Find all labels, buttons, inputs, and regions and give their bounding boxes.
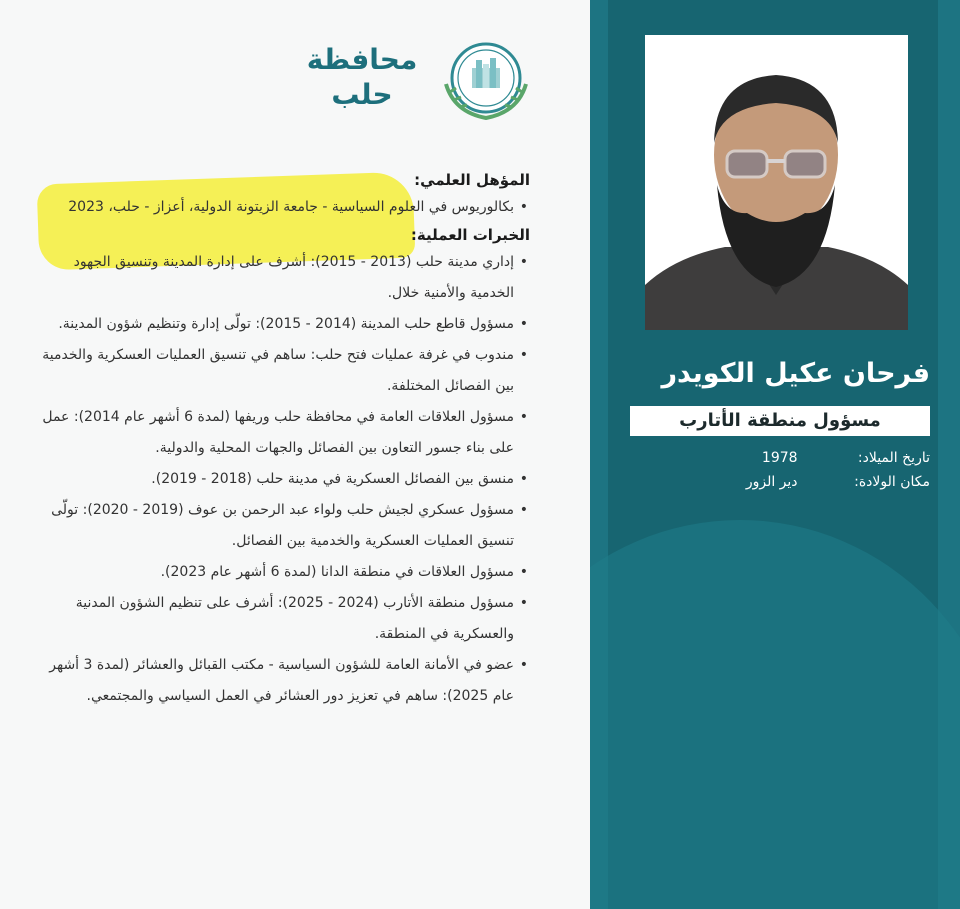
birth-date-value: 1978	[761, 450, 798, 466]
education-list	[36, 192, 530, 223]
experience-item: • إداري مدينة حلب (2013 - 2015): أشرف على إدارة المدينة وتنسيق الجهود الخدمية والأمنية خلال.	[36, 247, 530, 309]
experience-item: • منسق بين الفصائل العسكرية في مدينة حلب (2018 - 2019).	[36, 464, 530, 495]
experience-list	[36, 247, 530, 712]
portrait-photo	[645, 35, 908, 330]
experience-item: • مسؤول منطقة الأتارب (2024 - 2025): أشرف على تنظيم الشؤون المدنية والعسكرية في المنطقة.	[36, 588, 530, 650]
birth-place-value: دير الزور	[745, 474, 798, 490]
experience-item: • مندوب في غرفة عمليات فتح حلب: ساهم في تنسيق العمليات العسكرية والخدمية بين الفصائل المختلفة.	[36, 340, 530, 402]
governorate-name	[300, 42, 424, 112]
experience-item: • عضو في الأمانة العامة للشؤون السياسية - مكتب القبائل والعشائر (لمدة 3 أشهر عام 2025): ساهم في تعزيز دور العشائر في العمل السياسي والمجتمعي.	[36, 650, 530, 712]
education-item: • بكالوريوس في العلوم السياسية - جامعة الزيتونة الدولية، أعزاز - حلب، 2023	[36, 192, 530, 223]
personal-details	[640, 446, 930, 494]
experience-item: • مسؤول قاطع حلب المدينة (2014 - 2015): تولّى إدارة وتنظيم شؤون المدينة.	[36, 309, 530, 340]
experience-item: • مسؤول العلاقات العامة في محافظة حلب وريفها (لمدة 6 أشهر عام 2014): عمل على بناء جسور التعاون بين الفصائل والجهات المحلية والدولية.	[36, 402, 530, 464]
portrait-icon	[645, 35, 908, 330]
header	[300, 38, 540, 128]
birth-date-row	[640, 446, 930, 470]
education-title: المؤهل العلمي:	[414, 171, 530, 189]
person-name: فرحان عكيل الكويدر	[661, 358, 930, 389]
experience-item: • مسؤول عسكري لجيش حلب ولواء عبد الرحمن بن عوف (2019 - 2020): تولّى تنسيق العمليات العسكرية والخدمية بين الفصائل.	[36, 495, 530, 557]
teal-curve	[590, 520, 960, 909]
city-line2: حلب	[331, 78, 393, 111]
birth-date-label: تاريخ الميلاد:	[857, 450, 930, 466]
position-title: مسؤول منطقة الأتارب	[630, 406, 930, 436]
aleppo-governorate-seal-icon	[436, 40, 528, 126]
cv-content	[36, 168, 530, 712]
birth-place-label: مكان الولادة:	[854, 474, 930, 490]
city-line1: محافظة	[306, 43, 418, 76]
experience-title: الخبرات العملية:	[410, 226, 530, 244]
birth-place-row	[640, 470, 930, 494]
experience-item: • مسؤول العلاقات في منطقة الدانا (لمدة 6 أشهر عام 2023).	[36, 557, 530, 588]
